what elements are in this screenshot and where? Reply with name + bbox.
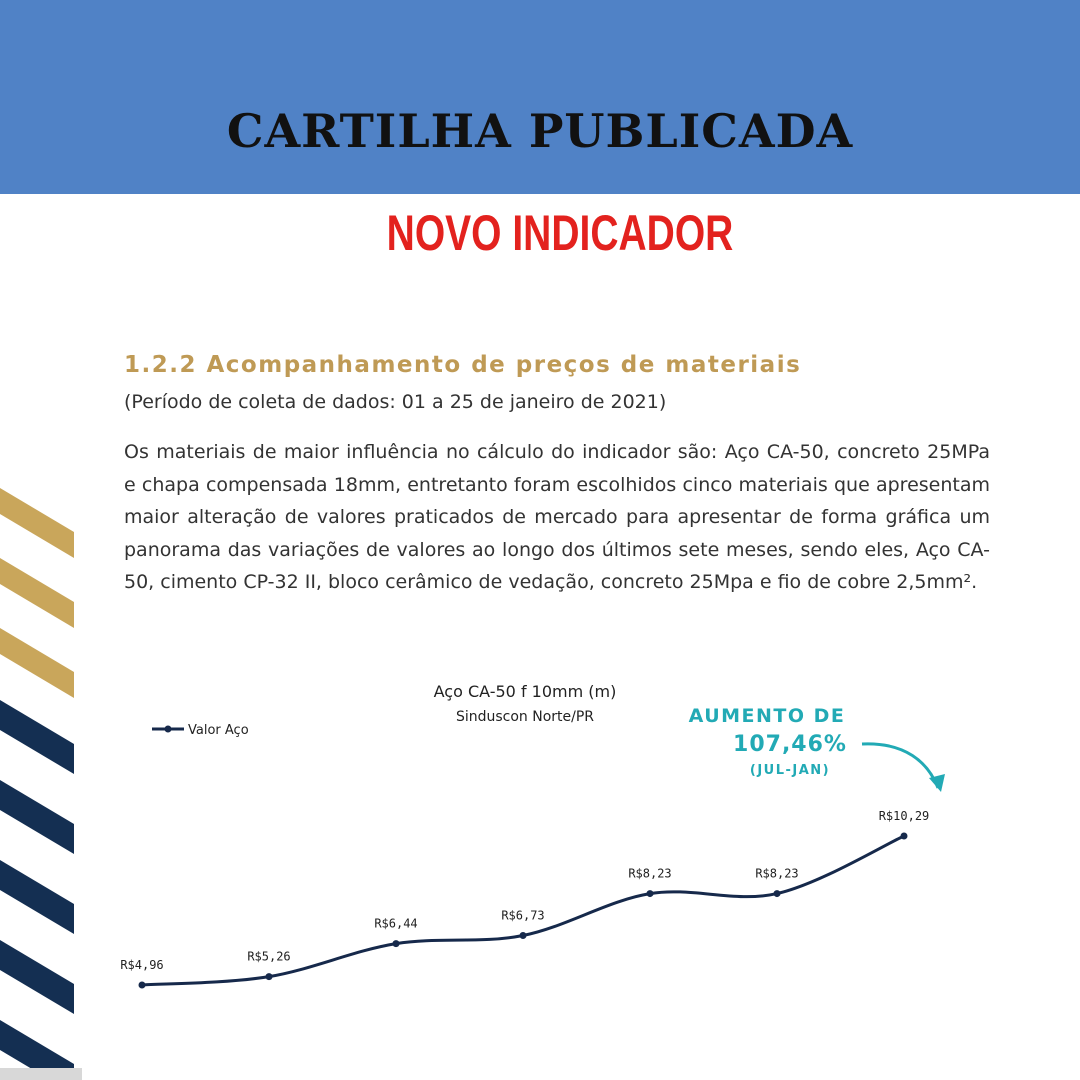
legend-label: Valor Aço bbox=[188, 723, 249, 738]
data-label-3: R$6,44 bbox=[374, 916, 418, 931]
navy-stripe bbox=[0, 860, 74, 934]
data-label-6: R$8,23 bbox=[755, 866, 799, 881]
section-heading: 1.2.2 Acompanhamento de preços de materiais bbox=[124, 352, 802, 378]
navy-stripe bbox=[0, 780, 74, 854]
annotation-line3: (JUL-JAN) bbox=[749, 763, 831, 778]
annotation-arrow bbox=[862, 744, 938, 788]
chart-subtitle: Sinduscon Norte/PR bbox=[455, 709, 595, 725]
data-point-6 bbox=[774, 890, 781, 897]
data-point-1 bbox=[139, 982, 146, 989]
gold-stripes bbox=[0, 488, 74, 698]
data-label-5: R$8,23 bbox=[628, 866, 672, 881]
chart-annotation bbox=[689, 705, 945, 792]
banner-title: CARTILHA PUBLICADA bbox=[226, 104, 854, 158]
body-paragraph: Os materiais de maior influência no cálculo do indicador são: Aço CA-50, concreto 25MPa e chapa compensada 18mm, entretanto foram escolhidos cinco materiais que apresentam maior alteração de valores praticados de mercado para apresentar de forma gráfica um panorama das variações de valores ao longo dos últimos sete meses, sendo eles, Aço CA-50, cimento CP-32 II, bloco cerâmico de vedação, concreto 25Mpa e fio de cobre 2,5mm². bbox=[124, 441, 990, 594]
data-label-2: R$5,26 bbox=[247, 949, 291, 964]
gold-stripe bbox=[0, 628, 74, 698]
chart-legend bbox=[152, 723, 249, 738]
data-point-3 bbox=[393, 940, 400, 947]
series-labels bbox=[120, 809, 929, 972]
corner-block bbox=[0, 1068, 82, 1080]
navy-stripe bbox=[0, 940, 74, 1014]
data-label-4: R$6,73 bbox=[501, 908, 545, 923]
navy-stripe bbox=[0, 1020, 74, 1068]
data-point-7 bbox=[901, 833, 908, 840]
page-subtitle: NOVO INDICADOR bbox=[386, 205, 734, 261]
data-point-2 bbox=[266, 973, 273, 980]
collection-period: (Período de coleta de dados: 01 a 25 de janeiro de 2021) bbox=[124, 391, 667, 413]
navy-stripes bbox=[0, 700, 74, 1068]
data-point-5 bbox=[647, 890, 654, 897]
data-label-7: R$10,29 bbox=[878, 809, 930, 823]
annotation-line2: 107,46% bbox=[733, 732, 847, 757]
header-banner bbox=[0, 0, 1080, 194]
data-label-1: R$4,96 bbox=[120, 958, 164, 972]
decorative-stripes bbox=[0, 488, 82, 1068]
navy-stripe bbox=[0, 700, 74, 774]
data-point-4 bbox=[520, 932, 527, 939]
gold-stripe bbox=[0, 488, 74, 558]
annotation-line1: AUMENTO DE bbox=[688, 705, 846, 727]
gold-stripe bbox=[0, 558, 74, 628]
chart-title: Aço CA-50 f 10mm (m) bbox=[433, 682, 617, 701]
line-chart bbox=[100, 670, 1000, 1030]
legend-marker bbox=[165, 726, 172, 733]
